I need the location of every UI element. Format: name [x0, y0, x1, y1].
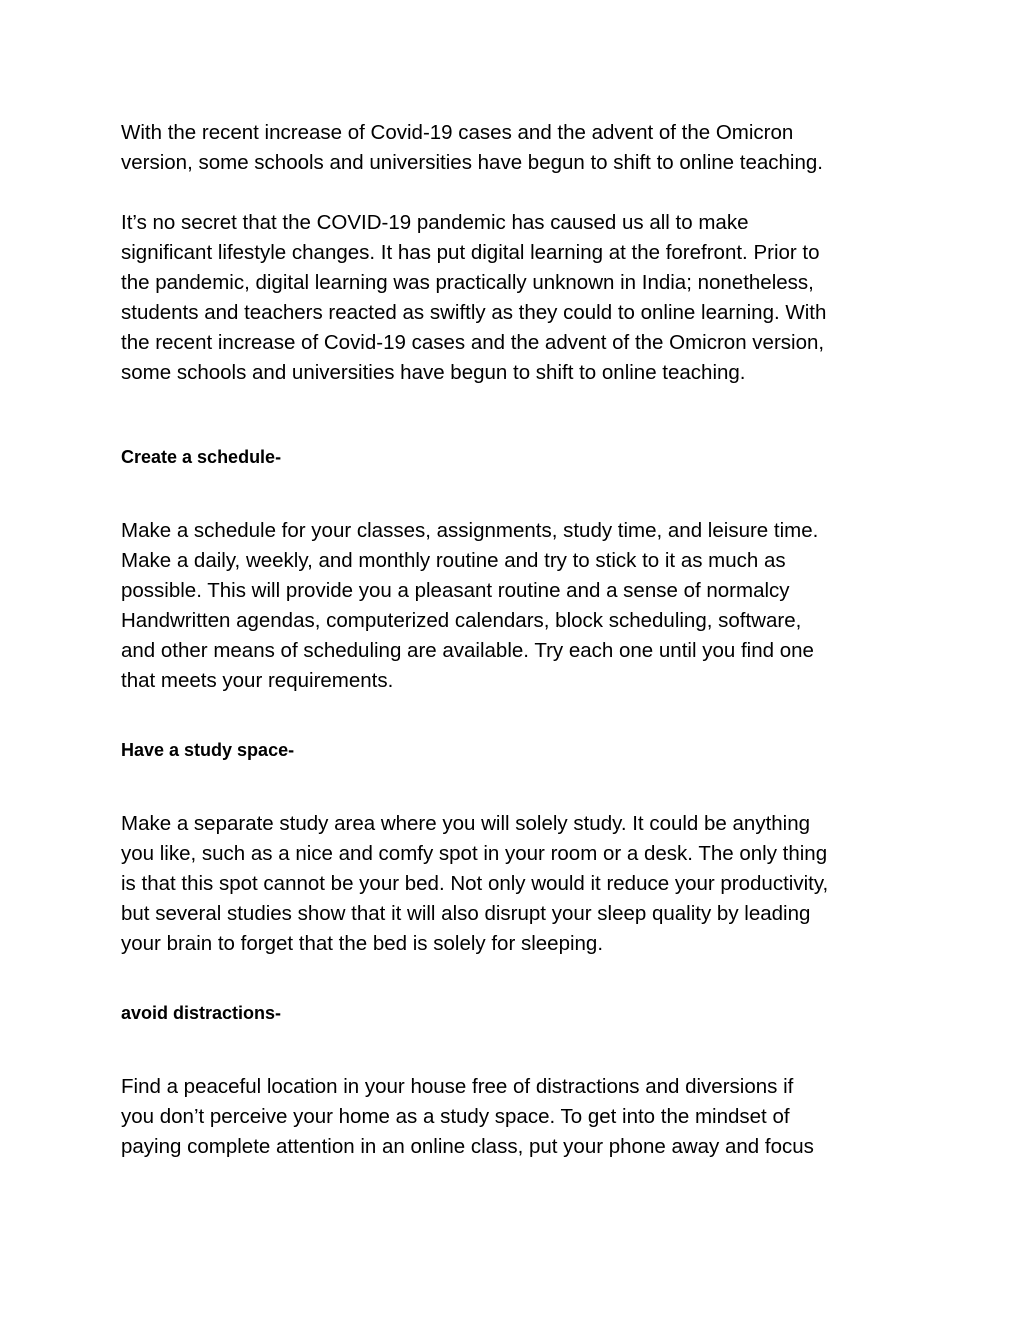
text-line: With the recent increase of Covid-19 cases and the advent of the Omicron — [121, 121, 794, 144]
text-line: you don’t perceive your home as a study space. To get into the mindset of — [121, 1105, 790, 1128]
intro-paragraph — [121, 118, 911, 178]
text-line: Handwritten agendas, computerized calendars, block scheduling, software, — [121, 609, 802, 632]
text-line: the recent increase of Covid-19 cases and the advent of the Omicron version, — [121, 331, 825, 354]
heading-create-schedule: Create a schedule- — [121, 447, 282, 467]
schedule-paragraph — [121, 516, 911, 696]
text-line: some schools and universities have begun to shift to online teaching. — [121, 361, 746, 384]
text-line: you like, such as a nice and comfy spot in your room or a desk. The only thing — [121, 842, 828, 865]
text-line: It’s no secret that the COVID-19 pandemic has caused us all to make — [121, 211, 749, 234]
study-space-paragraph — [121, 809, 911, 959]
text-line: version, some schools and universities have begun to shift to online teaching. — [121, 151, 823, 174]
text-line: significant lifestyle changes. It has put digital learning at the forefront. Prior to — [121, 241, 820, 264]
heading-study-space: Have a study space- — [121, 740, 295, 760]
text-line: Find a peaceful location in your house free of distractions and diversions if — [121, 1075, 794, 1098]
heading-avoid-distractions: avoid distractions- — [121, 1003, 282, 1023]
text-line: Make a daily, weekly, and monthly routine and try to stick to it as much as — [121, 549, 786, 572]
distractions-paragraph — [121, 1072, 911, 1162]
text-line: your brain to forget that the bed is solely for sleeping. — [121, 932, 604, 955]
document-page — [121, 118, 911, 1162]
text-line: paying complete attention in an online class, put your phone away and focus — [121, 1135, 814, 1158]
text-line: students and teachers reacted as swiftly as they could to online learning. With — [121, 301, 827, 324]
text-line: Make a schedule for your classes, assignments, study time, and leisure time. — [121, 519, 819, 542]
text-line: is that this spot cannot be your bed. Not only would it reduce your productivity, — [121, 872, 829, 895]
text-line: Make a separate study area where you will solely study. It could be anything — [121, 812, 811, 835]
text-line: but several studies show that it will also disrupt your sleep quality by leading — [121, 902, 811, 925]
covid-paragraph — [121, 208, 911, 388]
text-line: and other means of scheduling are available. Try each one until you find one — [121, 639, 814, 662]
text-line: that meets your requirements. — [121, 669, 394, 692]
text-line: the pandemic, digital learning was practically unknown in India; nonetheless, — [121, 271, 814, 294]
text-line: possible. This will provide you a pleasant routine and a sense of normalcy — [121, 579, 790, 602]
